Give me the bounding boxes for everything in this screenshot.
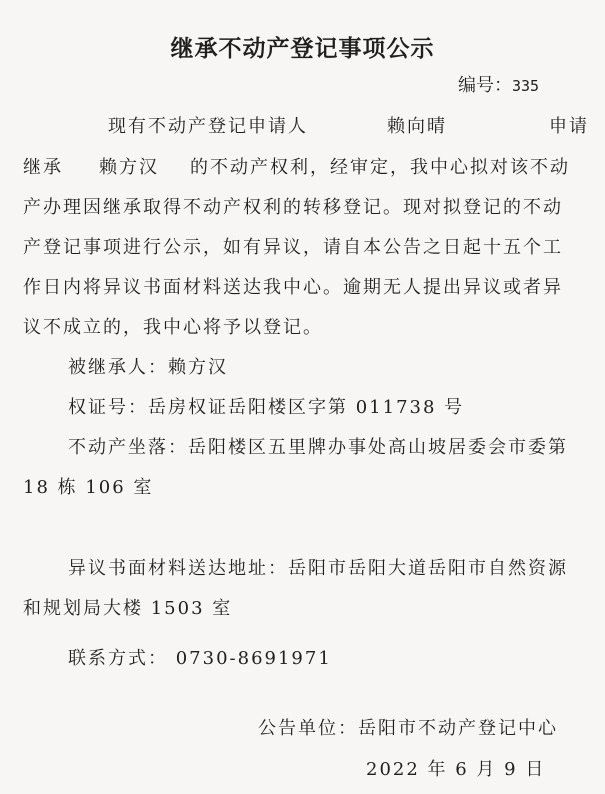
decedent-inline: 赖方汉 (99, 157, 159, 178)
issue-date: 2022 年 6 月 9 日 (366, 759, 546, 780)
location-line-1: 不动产坐落：岳阳楼区五里牌办事处高山坡居委会市委第 (68, 437, 568, 458)
body-line-6: 议不成立的，我中心将予以登记。 (23, 317, 323, 338)
objection-address-line-1: 异议书面材料送达地址：岳阳市岳阳大道岳阳市自然资源 (68, 558, 568, 579)
document-number (458, 75, 539, 97)
body-line-2c: 的不动产权利，经审定，我中心拟对该不动 (190, 157, 570, 178)
contact-field: 联系方式： 0730-8691971 (68, 648, 332, 669)
location-line-2: 18 栋 106 室 (23, 477, 154, 498)
body-line-3: 产办理因继承取得不动产权利的转移登记。现对拟登记的不动 (23, 197, 563, 218)
body-line-4: 产登记事项进行公示，如有异议，请自本公告之日起十五个工 (23, 237, 563, 258)
document-number-value: 335 (512, 77, 540, 95)
body-line-5: 作日内将异议书面材料送达我中心。逾期无人提出异议或者异 (23, 277, 563, 298)
objection-address-line-2: 和规划局大楼 1503 室 (23, 598, 233, 619)
certificate-field: 权证号：岳房权证岳阳楼区字第 011738 号 (68, 397, 465, 418)
decedent-field: 被继承人：赖方汉 (68, 357, 228, 378)
body-line-1c: 申请 (549, 116, 589, 137)
issuer-field: 公告单位：岳阳市不动产登记中心 (258, 718, 558, 739)
applicant-name: 赖向晴 (387, 116, 447, 137)
document-number-label: 编号： (458, 75, 512, 96)
body-line-2a: 继承 (23, 157, 63, 178)
document-title: 继承不动产登记事项公示 (170, 36, 435, 62)
body-line-1a: 现有不动产登记申请人 (108, 116, 308, 137)
